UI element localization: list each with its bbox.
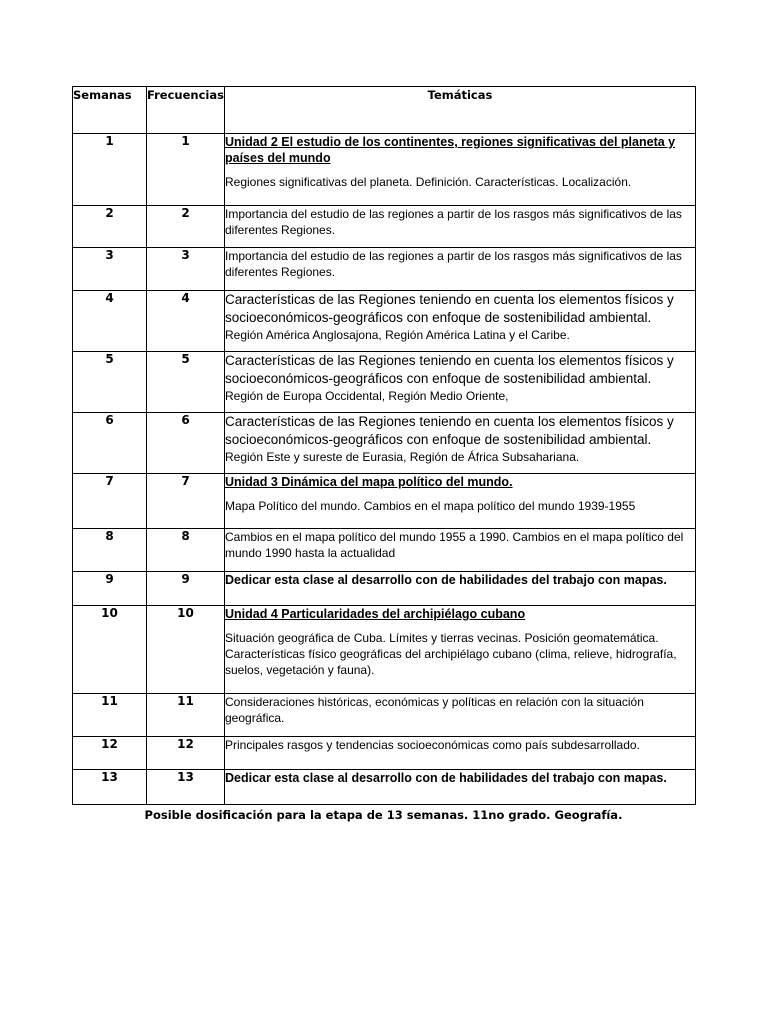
semana-cell: 1 [73,134,147,206]
topic-text: Mapa Político del mundo. Cambios en el mapa político del mundo 1939-1955 [225,499,636,513]
unit-title: Unidad 4 Particularidades del archipiélago cubano [225,607,526,621]
semana-cell: 13 [73,770,147,805]
table-row [73,291,696,352]
tematica-cell [225,737,696,770]
semana-cell: 2 [73,206,147,248]
frecuencia-cell: 9 [147,572,225,606]
tematica-cell [225,572,696,606]
semana-cell: 9 [73,572,147,606]
frecuencia-cell: 3 [147,248,225,291]
table-caption: Posible dosificación para la etapa de 13 semanas. 11no grado. Geografía. [144,808,623,822]
topic-text: Regiones significativas del planeta. Definición. Características. Localización. [225,175,632,189]
tematica-cell [225,134,696,206]
frecuencia-cell: 2 [147,206,225,248]
tematica-cell [225,606,696,694]
frecuencia-cell: 8 [147,529,225,572]
tematica-cell [225,529,696,572]
frecuencia-cell: 1 [147,134,225,206]
frecuencia-cell: 6 [147,413,225,474]
table-row [73,474,696,529]
topic-lead: Características de las Regiones teniendo en cuenta los elementos físicos y socioeconómicos-geográficos con enfoque de sostenibilidad ambiental. [225,292,674,325]
semana-cell: 5 [73,352,147,413]
semana-cell: 6 [73,413,147,474]
table-row [73,572,696,606]
tematica-cell [225,352,696,413]
topic-lead: Características de las Regiones teniendo en cuenta los elementos físicos y socioeconómicos-geográficos con enfoque de sostenibilidad ambiental. [225,414,674,447]
table-row [73,352,696,413]
topic-text: Importancia del estudio de las regiones a partir de los rasgos más significativos de las diferentes Regiones. [225,207,682,237]
semana-cell: 11 [73,694,147,737]
tematica-cell [225,206,696,248]
topic-text: Situación geográfica de Cuba. Límites y tierras vecinas. Posición geomatemática. Características físico geográficas del archipiélago cubano (clima, relieve, hidrografía, suelos, vegetación y fauna). [225,631,677,677]
header-semanas: Semanas [73,87,147,134]
semana-cell: 7 [73,474,147,529]
tematica-cell [225,413,696,474]
tematica-cell [225,770,696,805]
table-row [73,413,696,474]
frecuencia-cell: 12 [147,737,225,770]
tematica-cell [225,694,696,737]
semana-cell: 3 [73,248,147,291]
table-row [73,606,696,694]
table-row [73,529,696,572]
frecuencia-cell: 5 [147,352,225,413]
semana-cell: 4 [73,291,147,352]
semana-cell: 10 [73,606,147,694]
header-tematicas: Temáticas [225,87,696,134]
table-row [73,737,696,770]
header-frecuencias: Frecuencias [147,87,225,134]
header-row [73,87,696,134]
frecuencia-cell: 10 [147,606,225,694]
topic-text: Región de Europa Occidental, Región Medio Oriente, [225,389,509,403]
topic-text: Importancia del estudio de las regiones a partir de los rasgos más significativos de las diferentes Regiones. [225,249,682,279]
dosificacion-table [72,86,696,805]
table-row [73,206,696,248]
unit-title: Unidad 3 Dinámica del mapa político del mundo. [225,475,513,489]
table-row [73,770,696,805]
topic-bold-text: Dedicar esta clase al desarrollo con de habilidades del trabajo con mapas. [225,573,667,587]
frecuencia-cell: 13 [147,770,225,805]
tematica-cell [225,291,696,352]
topic-text: Consideraciones históricas, económicas y políticas en relación con la situación geográfica. [225,695,644,725]
topic-lead: Características de las Regiones teniendo en cuenta los elementos físicos y socioeconómicos-geográficos con enfoque de sostenibilidad ambiental. [225,353,674,386]
unit-title: Unidad 2 El estudio de los continentes, regiones significativas del planeta y países del mundo [225,135,676,165]
table-row [73,134,696,206]
topic-text: Principales rasgos y tendencias socioeconómicas como país subdesarrollado. [225,738,640,752]
frecuencia-cell: 4 [147,291,225,352]
semana-cell: 8 [73,529,147,572]
table-row [73,694,696,737]
topic-text: Región América Anglosajona, Región América Latina y el Caribe. [225,328,570,342]
tematica-cell [225,248,696,291]
topic-text: Cambios en el mapa político del mundo 1955 a 1990. Cambios en el mapa político del mundo 1990 hasta la actualidad [225,530,684,560]
frecuencia-cell: 11 [147,694,225,737]
frecuencia-cell: 7 [147,474,225,529]
semana-cell: 12 [73,737,147,770]
tematica-cell [225,474,696,529]
topic-text: Región Este y sureste de Eurasia, Región de África Subsahariana. [225,450,580,464]
table-row [73,248,696,291]
topic-bold-text: Dedicar esta clase al desarrollo con de habilidades del trabajo con mapas. [225,771,667,785]
